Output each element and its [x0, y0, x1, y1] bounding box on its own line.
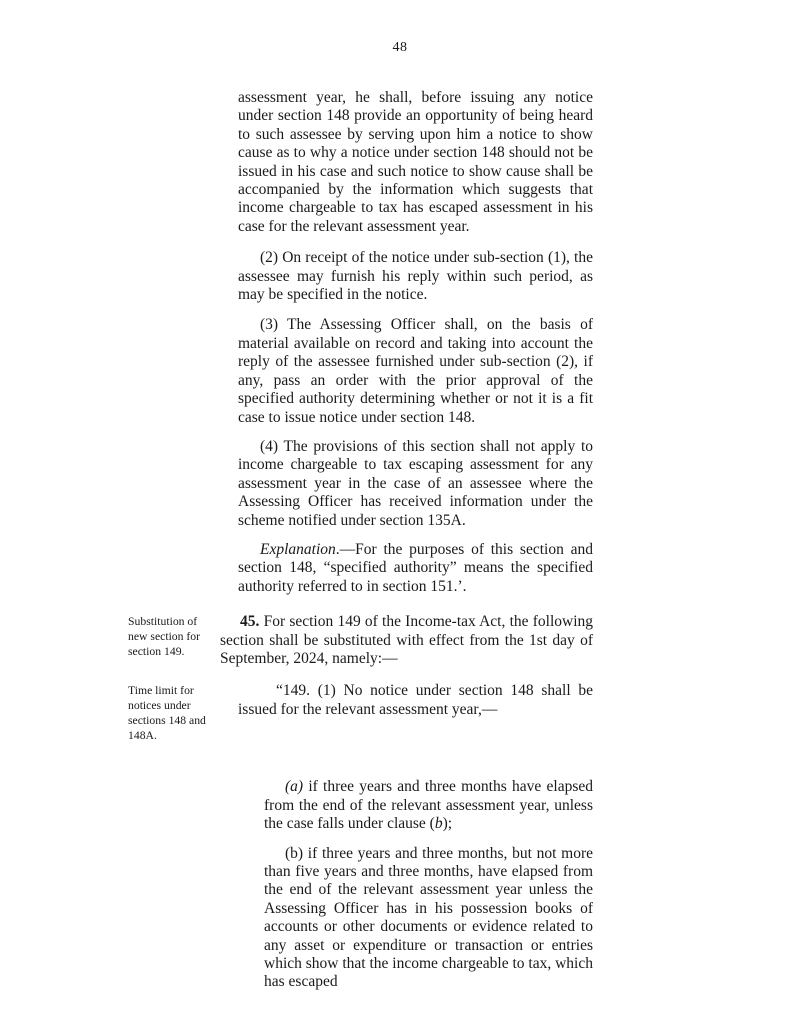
page-number: 48	[392, 40, 408, 55]
margin-note-empty	[128, 89, 220, 90]
paragraph-p4	[238, 438, 593, 530]
document-body	[128, 89, 593, 992]
block-cb	[128, 845, 593, 992]
paragraph-p2	[238, 249, 593, 304]
text-run: 45.	[240, 613, 260, 631]
paragraph-ca	[264, 778, 593, 833]
block-p1	[128, 89, 593, 236]
block-p2	[128, 249, 593, 304]
block-p3	[128, 316, 593, 426]
text-run: assessment year, he shall, before issuing any notice under section 148 provide an opportunity of being heard to such assessee by serving upon him a notice to show cause as to why a notice under section 148 should not be issued in his case and such notice to show cause shall be accompanied by the information which suggests that income chargeable to tax has escaped assessment in his case for the relevant assessment year.	[238, 89, 593, 235]
margin-note-empty	[128, 845, 220, 846]
paragraph-p45	[220, 613, 593, 668]
text-run: (3) The Assessing Officer shall, on the basis of material available on record and taking into account the reply of the assessee furnished under sub-section (2), if any, pass an order with the prior approval of the specified authority determining whether or not it is a fit case to issue notice under section 148.	[238, 316, 593, 426]
paragraph-p149	[238, 682, 593, 719]
text-run: .—For the purposes of this section and section 148, “specified authority” means the specified authority referred to in section 151.’.	[238, 540, 593, 595]
text-run: b	[434, 815, 443, 833]
margin-note-empty	[128, 778, 220, 779]
paragraph-p1	[238, 89, 593, 236]
block-p149	[128, 682, 593, 743]
paragraph-p3	[238, 316, 593, 426]
text-run: (2) On receipt of the notice under sub-section (1), the assessee may furnish his reply within such period, as may be specified in the notice.	[238, 249, 593, 304]
text-run: For section 149 of the Income-tax Act, the following section shall be substituted with effect from the 1st day of September, 2024, namely:—	[220, 613, 593, 667]
block-p45	[128, 613, 593, 668]
text-run: (a)	[285, 778, 304, 796]
paragraph-cb	[264, 845, 593, 992]
margin-note: Substitution of new section for section 149.	[128, 615, 201, 659]
margin-note-empty	[128, 249, 220, 250]
block-ca	[128, 778, 593, 833]
margin-note: Time limit for notices under sections 148 and 148A.	[128, 684, 206, 743]
text-run: “149. (1) No notice under section 148 shall be issued for the relevant assessment year,—	[238, 682, 593, 718]
margin-note-empty	[128, 316, 220, 317]
text-run: Explanation	[260, 540, 336, 558]
block-p4	[128, 438, 593, 530]
block-expl	[128, 541, 593, 596]
text-run: if three years and three months have elapsed from the end of the relevant assessment year, unless the case falls under clause (	[264, 778, 593, 833]
margin-note-empty	[128, 541, 220, 542]
text-run: (b) if three years and three months, but not more than five years and three months, have elapsed from the end of the relevant assessment year unless the Assessing Officer has in his possession books of accounts or other documents or evidence related to any asset or expenditure or transaction or entries which show that the income chargeable to tax, which has escaped	[264, 844, 593, 991]
text-run: (4) The provisions of this section shall not apply to income chargeable to tax escaping assessment for any assessment year in the case of an assessee where the Assessing Officer has received information under the scheme notified under section 135A.	[238, 437, 593, 529]
text-run: );	[442, 815, 453, 833]
paragraph-expl	[238, 541, 593, 596]
margin-note-empty	[128, 438, 220, 439]
